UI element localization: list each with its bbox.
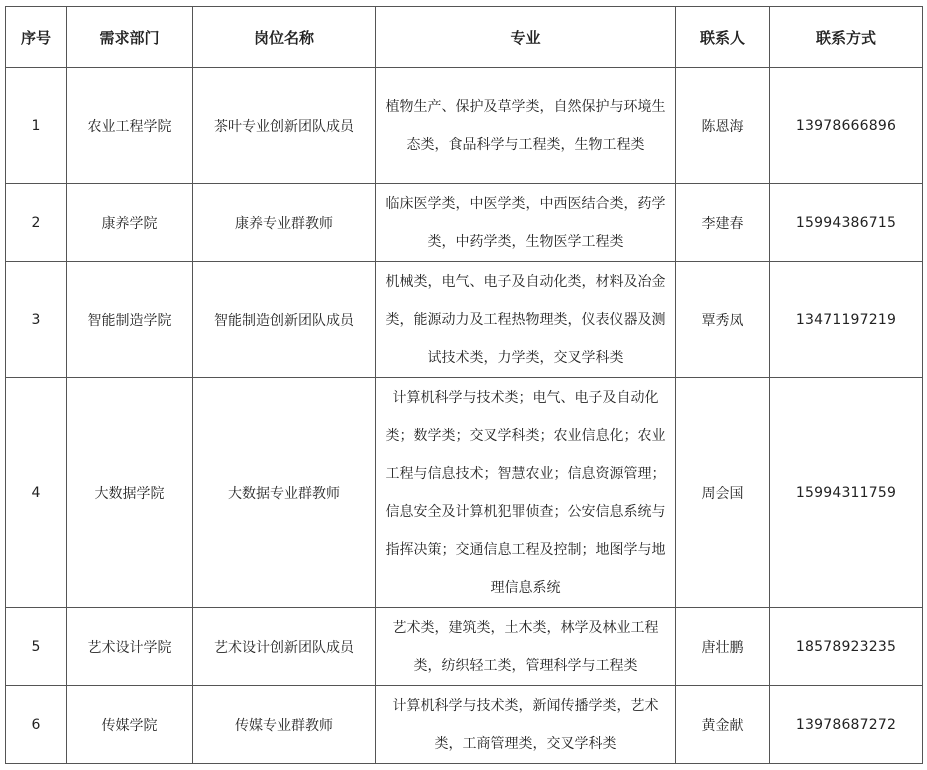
cell-phone: 13978666896 <box>770 68 923 184</box>
cell-position: 大数据专业群教师 <box>193 378 376 608</box>
cell-no: 3 <box>6 262 67 378</box>
cell-phone: 15994386715 <box>770 184 923 262</box>
cell-contact: 黄金献 <box>676 686 770 764</box>
cell-position: 康养专业群教师 <box>193 184 376 262</box>
cell-dept: 大数据学院 <box>67 378 193 608</box>
cell-dept: 农业工程学院 <box>67 68 193 184</box>
table-row <box>6 378 923 608</box>
cell-dept: 艺术设计学院 <box>67 608 193 686</box>
cell-no: 4 <box>6 378 67 608</box>
cell-position: 艺术设计创新团队成员 <box>193 608 376 686</box>
cell-major: 临床医学类，中医学类，中西医结合类，药学类，中药学类，生物医学工程类 <box>376 184 676 262</box>
header-row <box>6 7 923 68</box>
cell-contact: 李建春 <box>676 184 770 262</box>
cell-major: 计算机科学与技术类，新闻传播学类，艺术类，工商管理类，交叉学科类 <box>376 686 676 764</box>
header-major: 专业 <box>376 7 676 68</box>
cell-phone: 15994311759 <box>770 378 923 608</box>
cell-contact: 周会国 <box>676 378 770 608</box>
cell-major: 计算机科学与技术类；电气、电子及自动化类；数学类；交叉学科类；农业信息化；农业工程与信息技术；智慧农业；信息资源管理；信息安全及计算机犯罪侦查；公安信息系统与指挥决策；交通信息工程及控制；地图学与地理信息系统 <box>376 378 676 608</box>
cell-contact: 陈恩海 <box>676 68 770 184</box>
cell-no: 2 <box>6 184 67 262</box>
cell-phone: 13978687272 <box>770 686 923 764</box>
table-row <box>6 68 923 184</box>
header-no: 序号 <box>6 7 67 68</box>
cell-contact: 覃秀凤 <box>676 262 770 378</box>
table-row <box>6 184 923 262</box>
header-position: 岗位名称 <box>193 7 376 68</box>
cell-dept: 传媒学院 <box>67 686 193 764</box>
cell-position: 传媒专业群教师 <box>193 686 376 764</box>
header-phone: 联系方式 <box>770 7 923 68</box>
cell-no: 1 <box>6 68 67 184</box>
cell-no: 5 <box>6 608 67 686</box>
recruitment-table <box>5 6 923 764</box>
cell-dept: 康养学院 <box>67 184 193 262</box>
cell-no: 6 <box>6 686 67 764</box>
cell-dept: 智能制造学院 <box>67 262 193 378</box>
cell-position: 茶叶专业创新团队成员 <box>193 68 376 184</box>
cell-major: 艺术类，建筑类，土木类，林学及林业工程类，纺织轻工类，管理科学与工程类 <box>376 608 676 686</box>
table-row <box>6 608 923 686</box>
table-row <box>6 262 923 378</box>
cell-phone: 18578923235 <box>770 608 923 686</box>
cell-major: 植物生产、保护及草学类，自然保护与环境生态类，食品科学与工程类，生物工程类 <box>376 68 676 184</box>
cell-contact: 唐壮鹏 <box>676 608 770 686</box>
cell-position: 智能制造创新团队成员 <box>193 262 376 378</box>
cell-major: 机械类，电气、电子及自动化类，材料及冶金类，能源动力及工程热物理类，仪表仪器及测试技术类，力学类，交叉学科类 <box>376 262 676 378</box>
header-dept: 需求部门 <box>67 7 193 68</box>
cell-phone: 13471197219 <box>770 262 923 378</box>
table-row <box>6 686 923 764</box>
header-contact: 联系人 <box>676 7 770 68</box>
